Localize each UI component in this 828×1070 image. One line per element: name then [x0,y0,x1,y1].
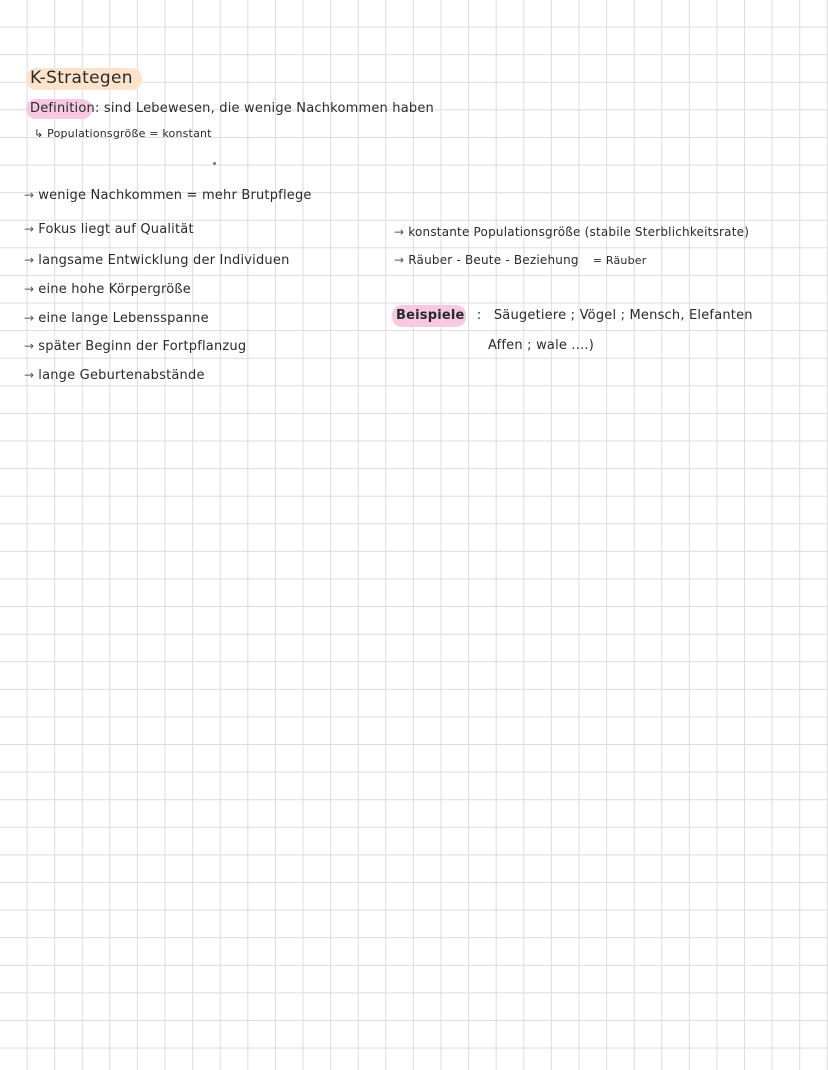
arrow-icon: → [24,339,35,353]
list-item-text: Räuber - Beute - Beziehung [408,253,579,267]
stray-dot [213,162,216,165]
arrow-icon: → [24,368,35,382]
arrow-icon: → [394,253,405,267]
examples-label: Beispiele [396,308,465,323]
arrow-icon: → [24,282,35,296]
examples-colon: : [476,308,482,323]
list-item-text: wenige Nachkommen = mehr Brutpflege [38,188,312,203]
arrow-icon: → [24,188,35,202]
examples [396,308,753,323]
list-item [24,368,205,383]
list-item-text: langsame Entwicklung der Individuen [38,253,290,268]
list-item-text: lange Geburtenabstände [38,368,205,383]
list-item [394,253,646,267]
list-item [24,188,312,203]
definition-text: sind Lebewesen, die wenige Nachkommen haben [103,101,434,116]
page-title: K-Strategen [30,68,133,88]
list-item [24,311,209,326]
list-item-text: konstante Populationsgröße (stabile Sterblichkeitsrate) [408,225,750,239]
list-item [24,222,194,237]
arrow-icon: → [394,225,405,239]
list-item-text: später Beginn der Fortpflanzug [38,339,247,354]
definition [30,101,434,116]
definition-label: Definition: [30,101,100,116]
examples-line-1: Säugetiere ; Vögel ; Mensch, Elefanten [493,308,753,323]
examples-line-2: Affen ; wale ....) [488,338,595,353]
list-item-text: Fokus liegt auf Qualität [38,222,194,237]
predator-note: = Räuber [592,254,647,267]
list-item-text: eine lange Lebensspanne [38,311,209,326]
arrow-icon: → [24,222,35,236]
list-item-text: eine hohe Körpergröße [38,282,192,297]
definition-sub [34,127,212,140]
arrow-icon: → [24,253,35,267]
list-item [24,253,290,268]
definition-sub-text: Populationsgröße = konstant [47,127,212,140]
list-item [24,339,246,354]
arrow-icon: → [24,311,35,325]
list-item [24,282,191,297]
sub-arrow-icon: ↳ [34,127,44,140]
list-item [394,225,749,239]
